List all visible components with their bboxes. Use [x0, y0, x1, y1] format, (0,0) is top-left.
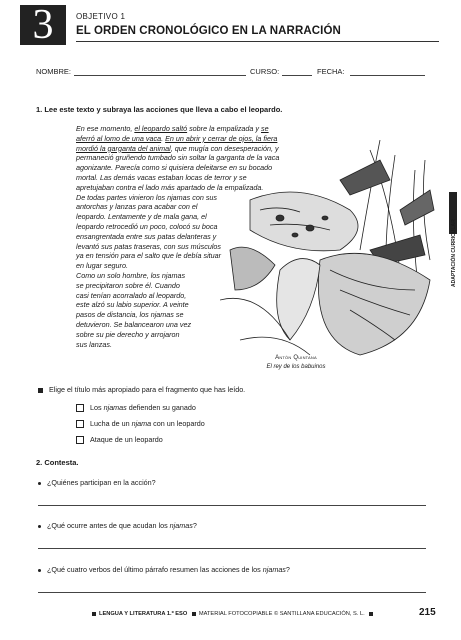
option-text: defienden su ganado	[126, 403, 196, 412]
checkbox-icon[interactable]	[76, 436, 84, 444]
square-bullet-icon	[192, 612, 196, 616]
footer-book: LENGUA Y LITERATURA 1.º ESO	[99, 611, 188, 617]
page-number: 215	[419, 607, 436, 618]
choose-title-text: Elige el título más apropiado para el fragmento que has leído.	[49, 385, 246, 394]
title-divider	[76, 41, 439, 42]
question-text: ¿Qué cuatro verbos del último párrafo resumen las acciones de los	[47, 565, 263, 574]
footer	[92, 611, 379, 617]
checkbox-icon[interactable]	[76, 420, 84, 428]
chapter-number: 3	[20, 5, 66, 45]
option-1[interactable]	[76, 403, 196, 412]
passage-text: sobre la empalizada y	[187, 124, 262, 133]
option-text: Lucha de un	[90, 419, 132, 428]
checkbox-icon[interactable]	[76, 404, 84, 412]
square-bullet-icon	[38, 388, 43, 393]
option-2[interactable]	[76, 419, 205, 428]
passage-paragraph-3: Como un solo hombre, los njamas se precipitaron sobre él. Cuando casi tenían acorralado al leopardo, este alzó su labio superior. A veinte pasos de distancia, los njamas se detuvieron. Se balancearon una vez sobre su pie derecho y arrojaron sus lanzas.	[76, 270, 192, 349]
question-2	[38, 521, 197, 530]
name-label: NOMBRE:	[36, 67, 72, 76]
question-emphasis: njamas	[262, 565, 286, 574]
course-label: CURSO:	[250, 67, 280, 76]
choose-title-prompt	[38, 385, 245, 394]
answer-line-3[interactable]	[38, 592, 426, 593]
passage-paragraph-2: De todas partes vinieron los njamas con sus antorchas y lanzas para acabar con el leopardo. Lentamente y de mala gana, el leopardo retrocedió un poco, colocó su boca ensangrentada entre sus patas delanteras y levantó sus patas traseras, con sus músculos ya en tensión para el salto que le debía situar en lugar seguro.	[76, 192, 222, 271]
option-text: Los	[90, 403, 104, 412]
passage-text: En ese momento,	[76, 124, 135, 133]
course-field[interactable]	[282, 75, 312, 76]
credit-work: El rey de los babuinos	[266, 364, 326, 370]
passage-text: .	[161, 133, 166, 143]
bullet-icon	[38, 482, 41, 485]
question-emphasis: njamas	[169, 521, 193, 530]
page-title: EL ORDEN CRONOLÓGICO EN LA NARRACIÓN	[76, 25, 341, 37]
option-text: con un leopardo	[151, 419, 205, 428]
square-bullet-icon	[369, 612, 373, 616]
footer-copyright: MATERIAL FOTOCOPIABLE © SANTILLANA EDUCACIÓN, S. L.	[198, 611, 365, 617]
objective-label: OBJETIVO 1	[76, 12, 126, 21]
question-text: ?	[192, 521, 197, 530]
underlined-action[interactable]: En un abrir y cerrar de ojos, la fiera mordió la garganta del animal	[76, 133, 278, 153]
question-text: ¿Qué ocurre antes de que acudan los	[47, 521, 170, 530]
bullet-icon	[38, 525, 41, 528]
question-text: ¿Quiénes participan en la acción?	[47, 478, 156, 487]
question-3	[38, 565, 290, 574]
leopard-illustration	[220, 140, 438, 358]
answer-line-1[interactable]	[38, 505, 426, 506]
option-text: Ataque de un leopardo	[90, 435, 163, 444]
source-credit	[256, 354, 336, 372]
option-3[interactable]	[76, 435, 163, 444]
bullet-icon	[38, 569, 41, 572]
date-label: FECHA:	[317, 67, 345, 76]
option-emphasis: njamas	[103, 403, 127, 412]
date-field[interactable]	[350, 75, 425, 76]
underlined-action[interactable]: se aferró al lomo de una vaca	[76, 124, 269, 143]
exercise-2-heading: 2. Contesta.	[36, 458, 79, 467]
answer-line-2[interactable]	[38, 548, 426, 549]
passage-text: , que mugía con desesperación, y permaneció gruñendo tumbado sin soltar la garganta de la vaca agonizante. Parecía como si quisiera deleitarse en su bocado mortal. Las demás vacas estaban locas de terror y se apretujaban contra el lado más apartado de la empalizada.	[76, 143, 280, 192]
option-emphasis: njama	[131, 419, 152, 428]
name-field[interactable]	[74, 75, 246, 76]
sidebar-label: ADAPTACIÓN CURRICULAR	[451, 219, 457, 287]
square-bullet-icon	[92, 612, 96, 616]
exercise-1-instruction: 1. Lee este texto y subraya las acciones que lleva a cabo el leopardo.	[36, 105, 283, 114]
question-text: ?	[285, 565, 290, 574]
question-1	[38, 478, 156, 487]
credit-author: Antón Quintana	[275, 355, 317, 361]
underlined-action[interactable]: el leopardo saltó	[134, 124, 188, 133]
